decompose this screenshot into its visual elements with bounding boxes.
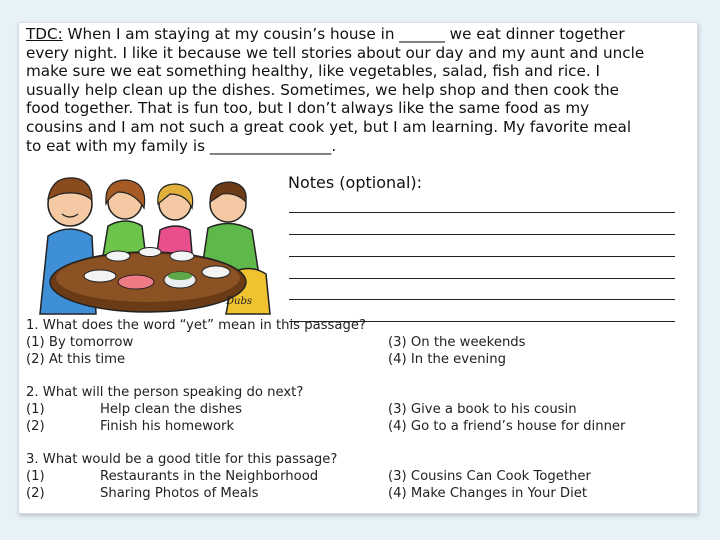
notes-line[interactable] [289, 234, 675, 235]
worksheet-slide [18, 22, 698, 514]
family-dinner-illustration [30, 164, 273, 324]
option-text: In the evening [410, 352, 506, 367]
question-1-option-2[interactable] [26, 351, 125, 368]
option-number: (1) [26, 469, 45, 484]
question-2-option-2[interactable] [26, 418, 235, 435]
option-number: (1) [26, 402, 45, 417]
reading-passage [26, 25, 694, 155]
option-number: (1) [26, 335, 45, 350]
passage-line-5: food together. That is fun too, but I don’t always like the same food as my [26, 99, 590, 118]
option-number: (2) [26, 486, 45, 501]
option-number: (3) [388, 402, 407, 417]
notes-heading: Notes (optional): [288, 173, 423, 192]
passage-line-3: make sure we eat something healthy, like vegetables, salad, fish and rice. I [26, 62, 601, 81]
passage-line-2: every night. I like it because we tell stories about our day and my aunt and uncle [26, 43, 645, 62]
question-2-option-3[interactable] [388, 401, 577, 418]
question-3-option-1[interactable] [26, 468, 319, 485]
option-text: Go to a friend’s house for dinner [410, 419, 626, 434]
question-3-option-4[interactable] [388, 485, 587, 502]
option-text: By tomorrow [48, 335, 134, 350]
option-text: At this time [48, 352, 126, 367]
option-text: Restaurants in the Neighborhood [100, 469, 319, 484]
option-number: (4) [388, 352, 407, 367]
option-number: (3) [388, 335, 407, 350]
option-text: On the weekends [410, 335, 526, 350]
option-text: Cousins Can Cook Together [410, 469, 591, 484]
option-number: (3) [388, 469, 407, 484]
passage-line-7: to eat with my family is ________________. [26, 136, 337, 155]
option-number: (2) [26, 419, 45, 434]
question-1-option-4[interactable] [388, 351, 506, 368]
question-1-option-3[interactable] [388, 334, 526, 351]
passage-label: TDC: [26, 25, 63, 43]
passage-line-6: cousins and I am not such a great cook yet, but I am learning. My favorite meal [26, 117, 632, 136]
notes-line[interactable] [289, 212, 675, 213]
question-1-stem: 1. What does the word “yet” mean in this passage? [26, 318, 366, 333]
option-text: Finish his homework [100, 419, 235, 434]
question-2-stem: 2. What will the person speaking do next? [26, 385, 304, 400]
question-3-option-3[interactable] [388, 468, 591, 485]
passage-line-text: When I am staying at my cousin’s house in ______ we eat dinner together [62, 25, 625, 43]
question-3-stem: 3. What would be a good title for this passage? [26, 452, 338, 467]
option-text: Help clean the dishes [100, 402, 242, 417]
option-text: Sharing Photos of Meals [100, 486, 259, 501]
passage-line-4: usually help clean up the dishes. Sometimes, we help shop and then cook the [26, 80, 619, 99]
question-1-option-1[interactable] [26, 334, 133, 351]
question-3-option-2[interactable] [26, 485, 259, 502]
question-2-option-4[interactable] [388, 418, 625, 435]
option-number: (2) [26, 352, 45, 367]
notes-line[interactable] [289, 256, 675, 257]
option-number: (4) [388, 419, 407, 434]
option-number: (4) [388, 486, 407, 501]
notes-line[interactable] [289, 299, 675, 300]
artist-signature: Dubs [226, 296, 252, 307]
question-2-option-1[interactable] [26, 401, 242, 418]
passage-line-1 [26, 25, 694, 44]
option-text: Give a book to his cousin [410, 402, 577, 417]
notes-line[interactable] [289, 278, 675, 279]
option-text: Make Changes in Your Diet [410, 486, 588, 501]
